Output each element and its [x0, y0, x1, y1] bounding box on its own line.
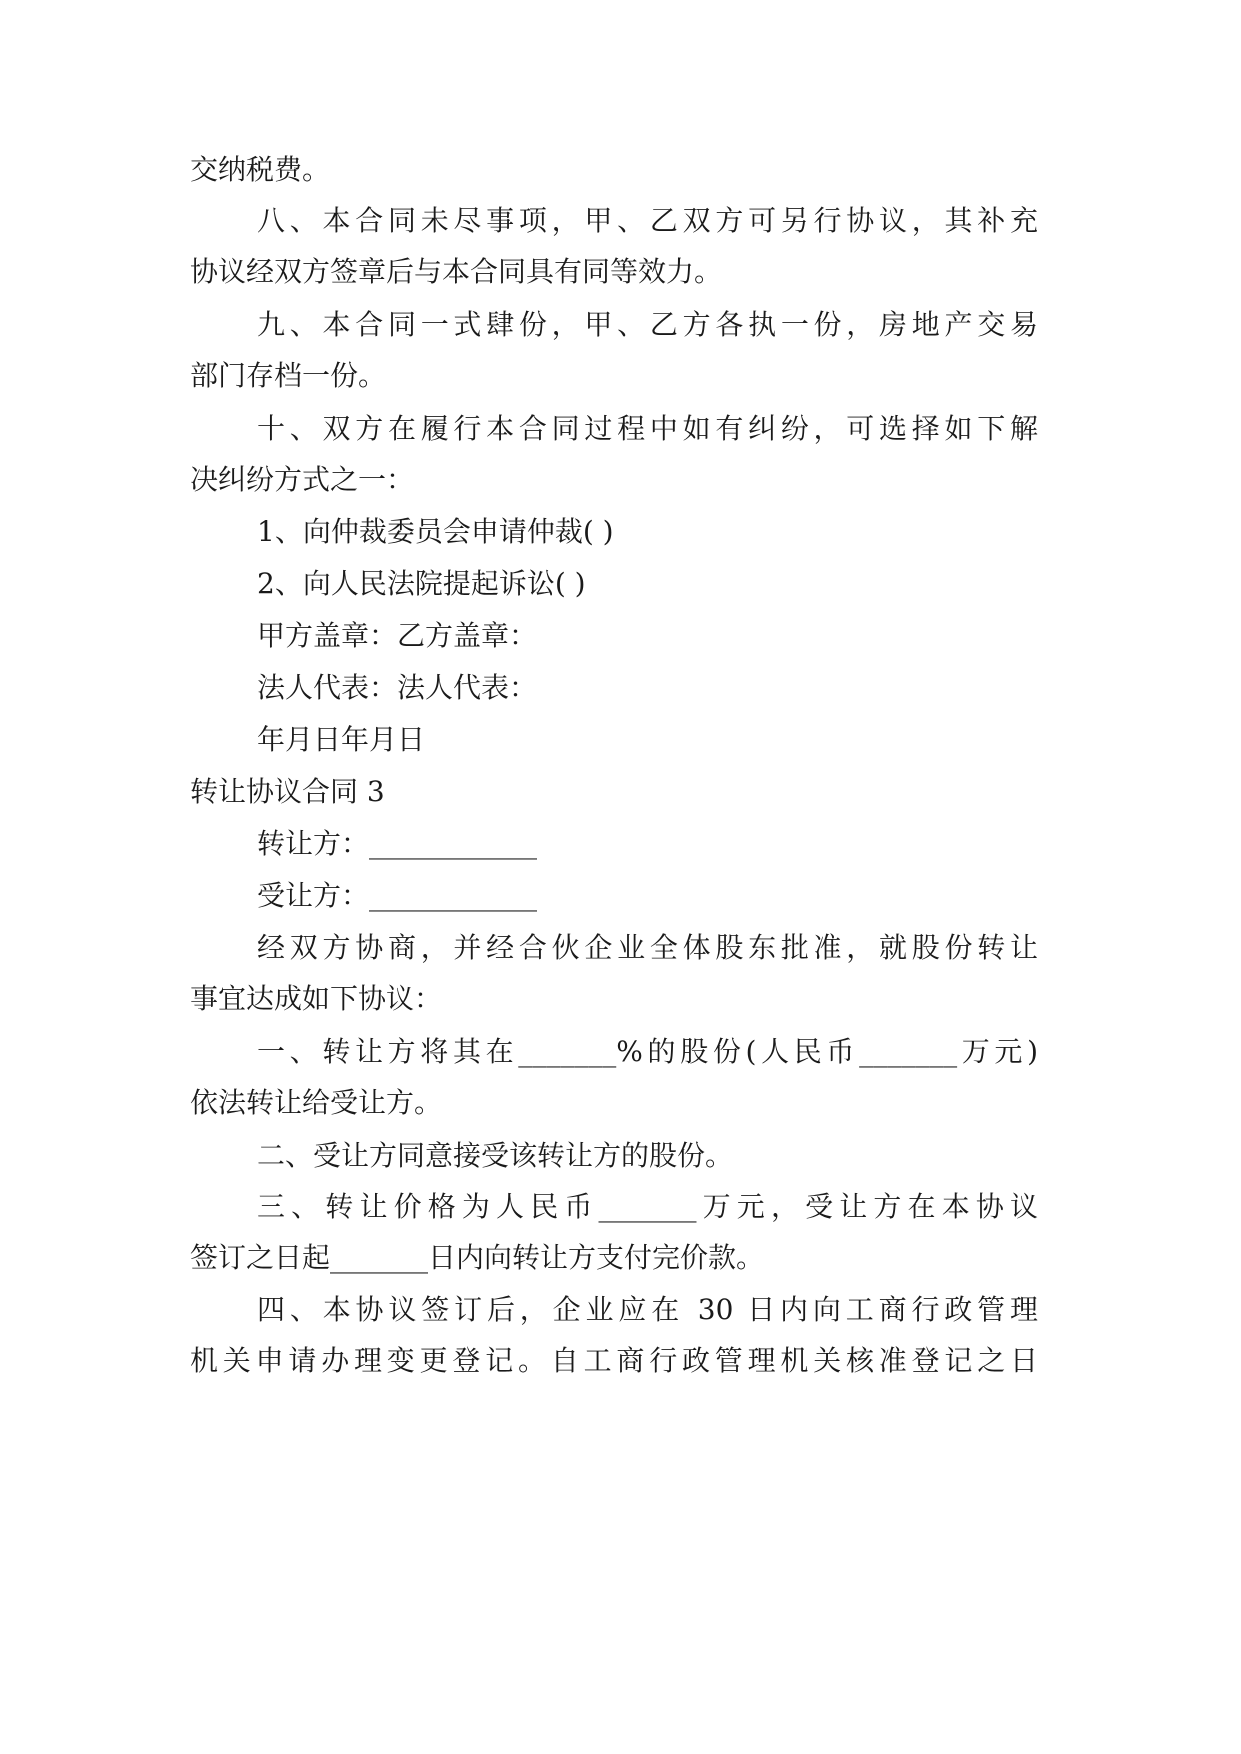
text-line: 签订之日起_______日内向转让方支付完价款。: [190, 1241, 765, 1274]
text-line: 经双方协商，并经合伙企业全体股东批准，就股份转让: [257, 931, 1038, 964]
text-line: 法人代表：法人代表：: [257, 671, 538, 704]
text-line: 一、转让方将其在_______%的股份(人民币_______万元): [257, 1035, 1038, 1068]
text-line: 四、本协议签订后，企业应在 30 日内向工商行政管理: [257, 1293, 1038, 1326]
text-line: 交纳税费。: [190, 153, 331, 186]
text-line: 依法转让给受让方。: [190, 1086, 443, 1119]
text-line: 八、本合同未尽事项，甲、乙双方可另行协议，其补充: [257, 204, 1038, 237]
text-line: 事宜达成如下协议：: [190, 982, 443, 1015]
text-line: 协议经双方签章后与本合同具有同等效力。: [190, 255, 723, 288]
text-line: 年月日年月日: [257, 723, 426, 756]
text-line: 决纠纷方式之一：: [190, 463, 415, 496]
text-line: 九、本合同一式肆份，甲、乙方各执一份，房地产交易: [257, 308, 1038, 341]
text-line: 二、受让方同意接受该转让方的股份。: [257, 1139, 734, 1172]
text-line: 甲方盖章：乙方盖章：: [257, 619, 538, 652]
text-line: 转让方：____________: [257, 827, 538, 860]
section-heading: 转让协议合同 3: [190, 775, 385, 808]
text-line: 2、向人民法院提起诉讼( ): [257, 567, 586, 600]
text-line: 部门存档一份。: [190, 359, 387, 392]
text-line: 受让方：____________: [257, 879, 538, 912]
text-line: 机关申请办理变更登记。自工商行政管理机关核准登记之日: [190, 1344, 1038, 1377]
text-line: 十、双方在履行本合同过程中如有纠纷，可选择如下解: [257, 412, 1038, 445]
text-line: 1、向仲裁委员会申请仲裁( ): [257, 515, 614, 548]
text-line: 三、转让价格为人民币_______万元，受让方在本协议: [257, 1190, 1038, 1223]
